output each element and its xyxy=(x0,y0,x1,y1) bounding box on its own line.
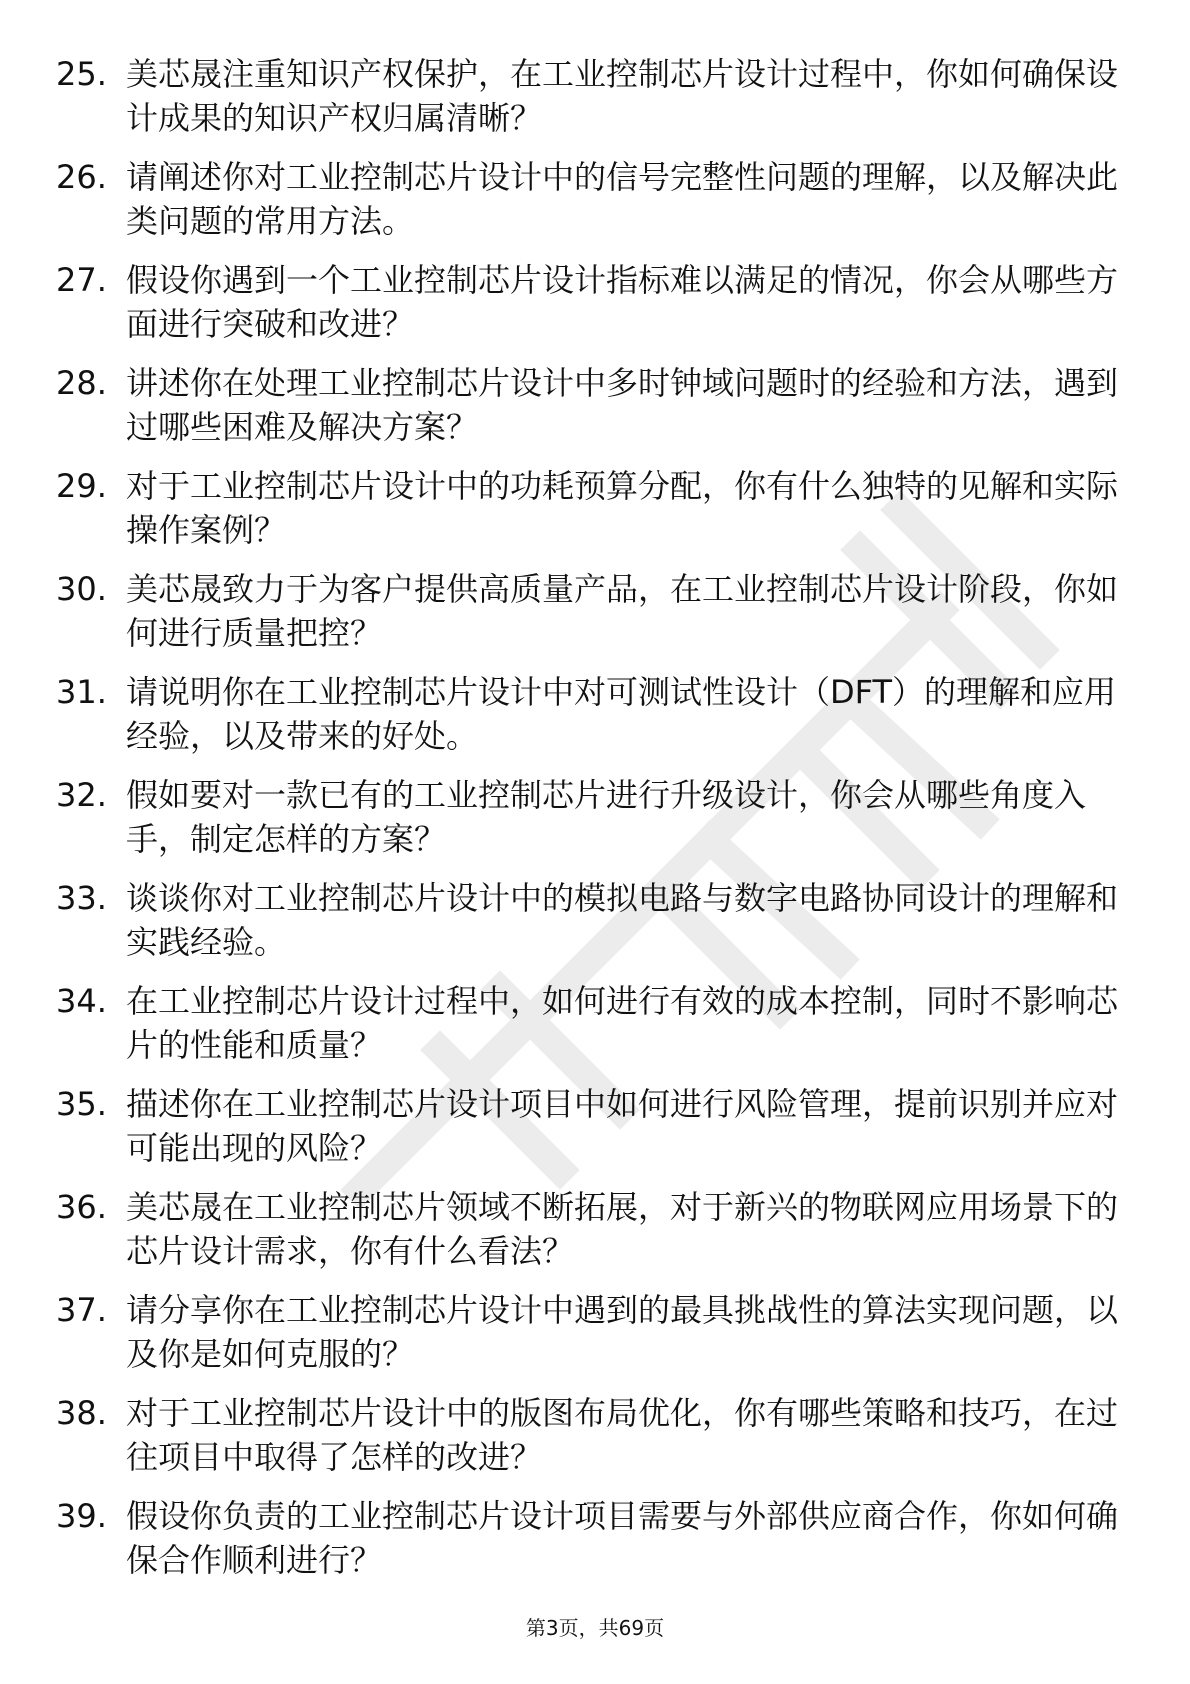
question-number: 29. xyxy=(56,467,107,505)
question-item-39 xyxy=(56,1494,1136,1597)
question-text: 对于工业控制芯片设计中的功耗预算分配，你有什么独特的见解和实际操作案例？ xyxy=(126,467,1119,549)
question-item-26 xyxy=(56,155,1136,258)
question-item-25 xyxy=(56,52,1136,155)
question-number: 25. xyxy=(56,55,107,93)
question-number: 35. xyxy=(56,1085,107,1123)
question-list xyxy=(56,52,1136,1597)
page-number-label: 第3页，共69页 xyxy=(525,1616,665,1640)
question-text: 请阐述你对工业控制芯片设计中的信号完整性问题的理解，以及解决此类问题的常用方法。 xyxy=(126,158,1119,240)
question-number: 37. xyxy=(56,1291,107,1329)
question-text: 假设你遇到一个工业控制芯片设计指标难以满足的情况，你会从哪些方面进行突破和改进？ xyxy=(126,261,1119,343)
question-text: 对于工业控制芯片设计中的版图布局优化，你有哪些策略和技巧，在过往项目中取得了怎样的改进？ xyxy=(126,1394,1119,1476)
question-text: 讲述你在处理工业控制芯片设计中多时钟域问题时的经验和方法，遇到过哪些困难及解决方案？ xyxy=(126,364,1119,446)
question-number: 28. xyxy=(56,364,107,402)
question-number: 27. xyxy=(56,261,107,299)
question-text: 美芯晟注重知识产权保护，在工业控制芯片设计过程中，你如何确保设计成果的知识产权归属清晰？ xyxy=(126,55,1119,137)
question-text: 请说明你在工业控制芯片设计中对可测试性设计（DFT）的理解和应用经验，以及带来的好处。 xyxy=(126,673,1117,755)
question-item-28 xyxy=(56,361,1136,464)
question-text: 假设你负责的工业控制芯片设计项目需要与外部供应商合作，你如何确保合作顺利进行？ xyxy=(126,1497,1119,1579)
question-text: 请分享你在工业控制芯片设计中遇到的最具挑战性的算法实现问题，以及你是如何克服的？ xyxy=(126,1291,1119,1373)
question-item-38 xyxy=(56,1391,1136,1494)
question-item-31 xyxy=(56,670,1136,773)
question-number: 31. xyxy=(56,673,107,711)
question-text: 美芯晟致力于为客户提供高质量产品，在工业控制芯片设计阶段，你如何进行质量把控？ xyxy=(126,570,1119,652)
question-item-27 xyxy=(56,258,1136,361)
question-number: 32. xyxy=(56,776,107,814)
question-item-34 xyxy=(56,979,1136,1082)
question-text: 假如要对一款已有的工业控制芯片进行升级设计，你会从哪些角度入手，制定怎样的方案？ xyxy=(126,776,1087,858)
question-item-32 xyxy=(56,773,1136,876)
question-item-33 xyxy=(56,876,1136,979)
page-footer xyxy=(0,1614,1190,1642)
question-item-37 xyxy=(56,1288,1136,1391)
question-text: 美芯晟在工业控制芯片领域不断拓展，对于新兴的物联网应用场景下的芯片设计需求，你有什么看法？ xyxy=(126,1188,1119,1270)
question-item-29 xyxy=(56,464,1136,567)
question-number: 38. xyxy=(56,1394,107,1432)
question-number: 33. xyxy=(56,879,107,917)
question-text: 谈谈你对工业控制芯片设计中的模拟电路与数字电路协同设计的理解和实践经验。 xyxy=(126,879,1119,961)
question-item-30 xyxy=(56,567,1136,670)
question-number: 26. xyxy=(56,158,107,196)
question-number: 30. xyxy=(56,570,107,608)
question-item-35 xyxy=(56,1082,1136,1185)
question-number: 39. xyxy=(56,1497,107,1535)
question-number: 34. xyxy=(56,982,107,1020)
question-text: 描述你在工业控制芯片设计项目中如何进行风险管理，提前识别并应对可能出现的风险？ xyxy=(126,1085,1119,1167)
question-item-36 xyxy=(56,1185,1136,1288)
question-text: 在工业控制芯片设计过程中，如何进行有效的成本控制，同时不影响芯片的性能和质量？ xyxy=(126,982,1119,1064)
question-number: 36. xyxy=(56,1188,107,1226)
